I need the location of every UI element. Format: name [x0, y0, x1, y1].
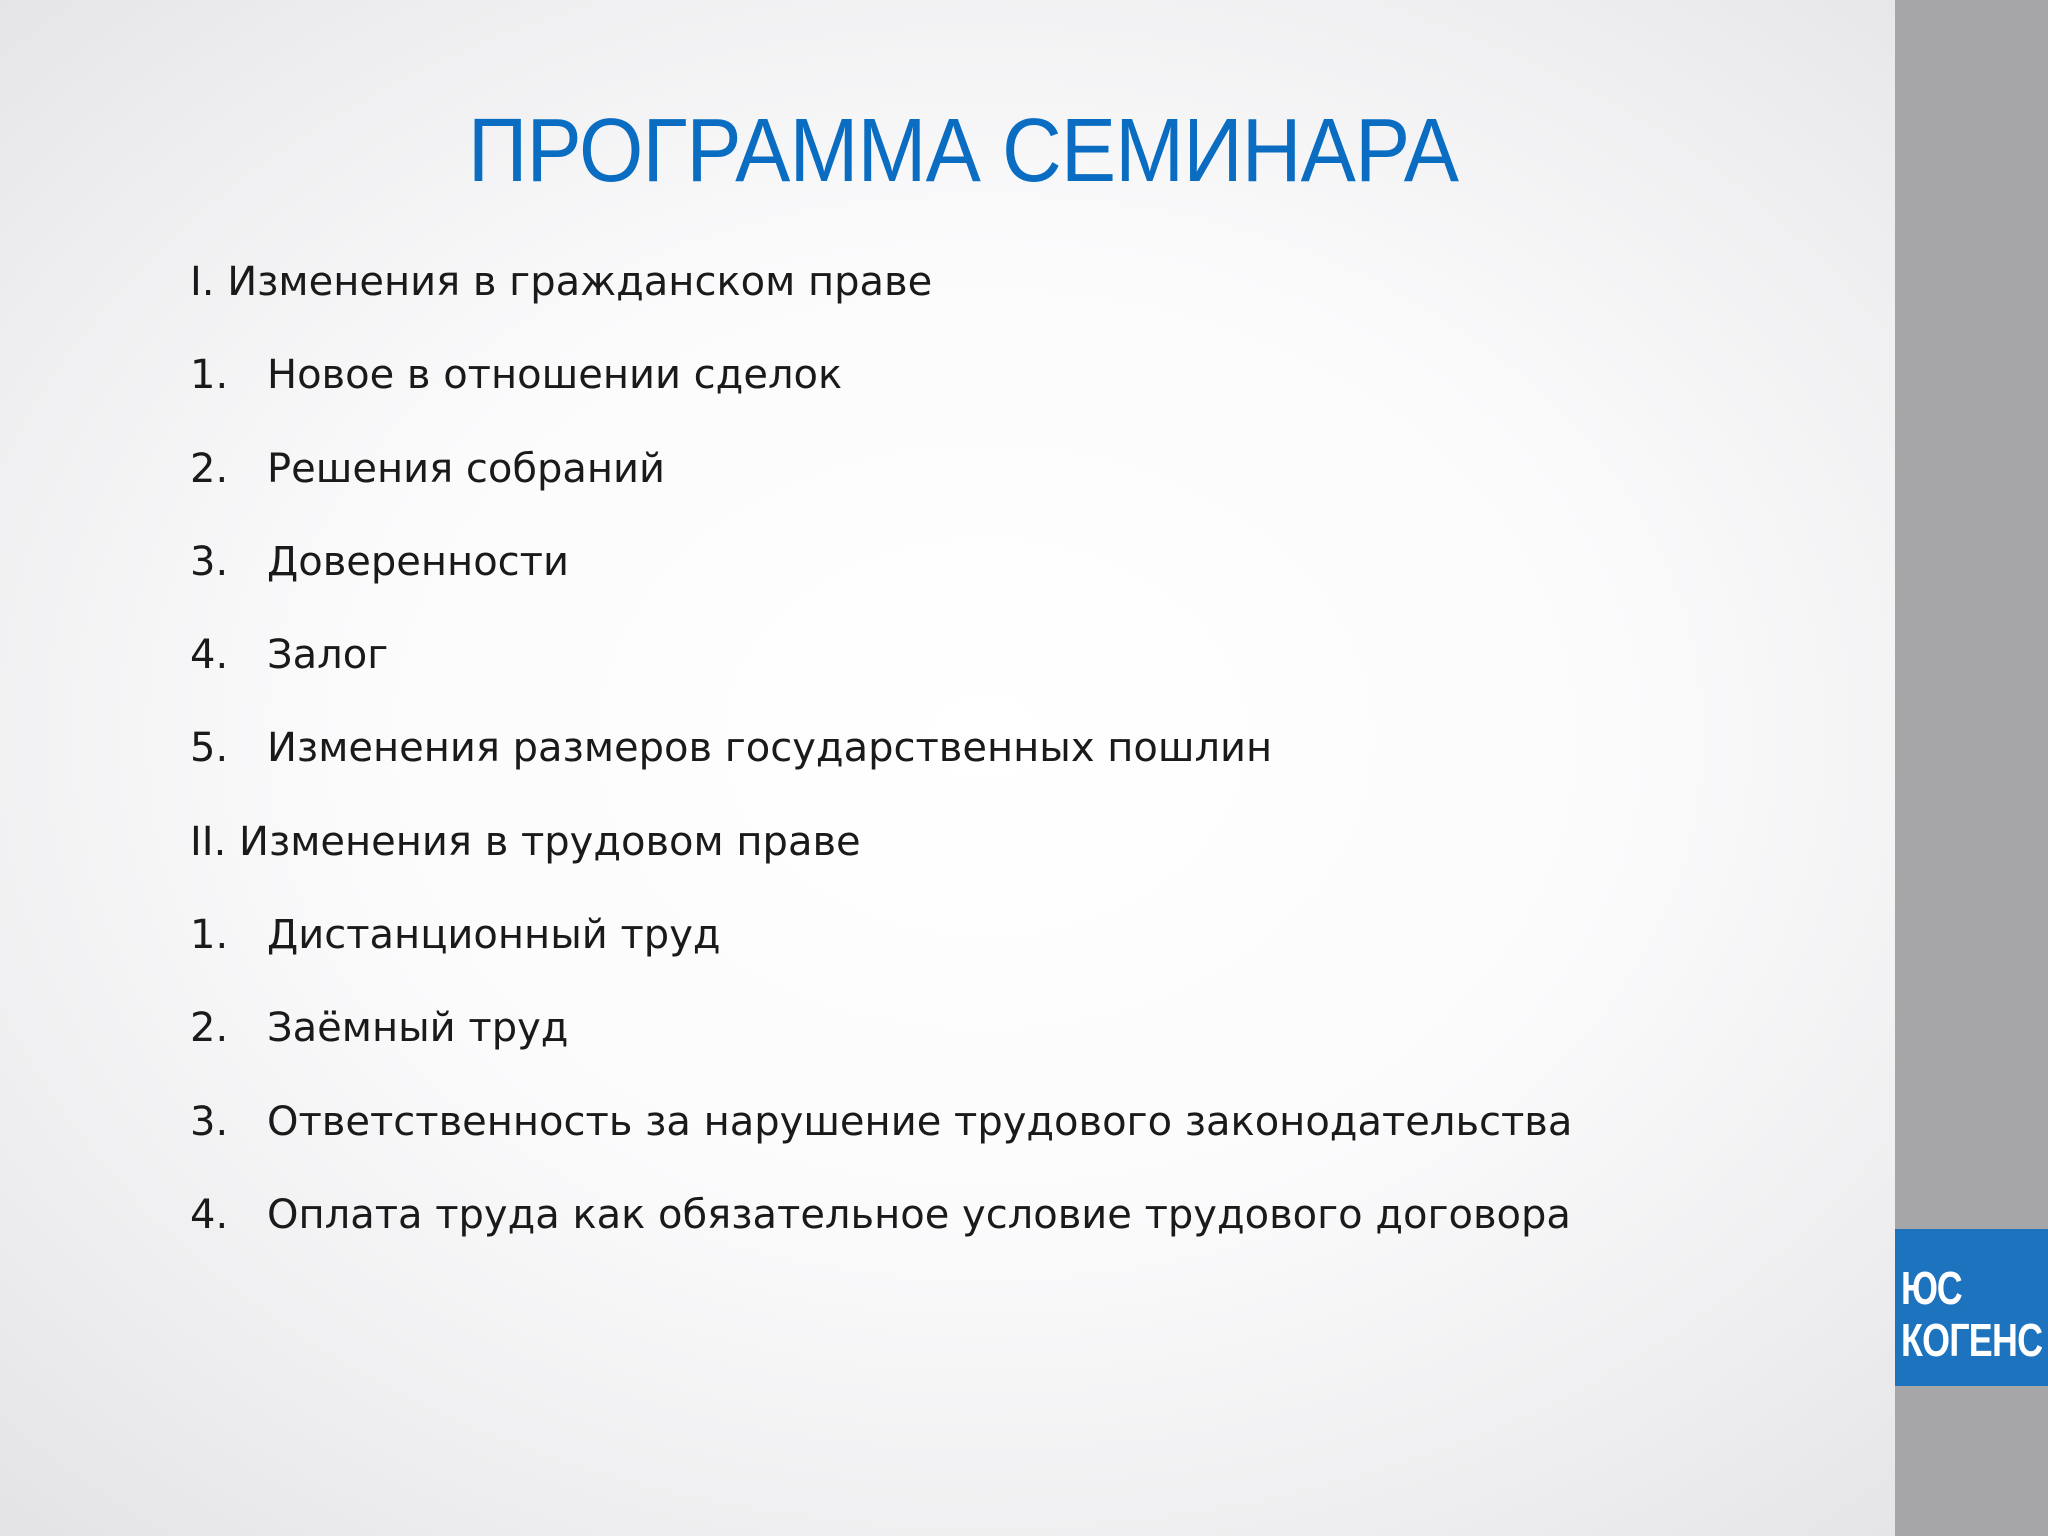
section-heading-label: I. Изменения в гражданском праве: [190, 259, 933, 305]
section-heading-label: II. Изменения в трудовом праве: [190, 818, 861, 865]
company-logo: [1895, 1229, 2048, 1386]
agenda-list: [190, 252, 1572, 1278]
slide-title: ПРОГРАММА СЕМИНАРА: [467, 101, 1459, 201]
item-text: Изменения размеров государственных пошлин: [267, 725, 1273, 772]
item-number: 2.: [190, 1005, 229, 1052]
item-text: Залог: [267, 632, 389, 679]
item-text: Доверенности: [267, 538, 569, 585]
item-number: 3.: [190, 538, 229, 585]
item-number: 1.: [190, 912, 229, 959]
item-number: 2.: [190, 445, 229, 492]
agenda-item: [190, 1092, 1572, 1185]
item-text: Решения собраний: [267, 445, 666, 492]
item-text: Заёмный труд: [267, 1005, 569, 1052]
agenda-item: [190, 439, 1572, 532]
item-text: Новое в отношении сделок: [267, 352, 843, 399]
logo-line-2: КОГЕНС: [1901, 1314, 2043, 1366]
item-number: 4.: [190, 632, 229, 679]
item-text: Дистанционный труд: [267, 912, 721, 959]
item-number: 3.: [190, 1098, 229, 1145]
item-number: 5.: [190, 725, 229, 772]
agenda-item: [190, 1185, 1572, 1278]
section-heading-labor-law: [190, 812, 1572, 905]
item-number: 4.: [190, 1191, 229, 1238]
agenda-item: [190, 345, 1572, 438]
agenda-item: [190, 998, 1572, 1091]
agenda-item: [190, 905, 1572, 998]
item-text: Ответственность за нарушение трудового законодательства: [267, 1098, 1573, 1145]
agenda-item: [190, 718, 1572, 811]
item-text: Оплата труда как обязательное условие трудового договора: [267, 1191, 1571, 1238]
agenda-item: [190, 532, 1572, 625]
item-number: 1.: [190, 352, 229, 399]
section-heading-civil-law: [190, 252, 1572, 345]
logo-line-1: ЮС: [1901, 1262, 1962, 1314]
agenda-item: [190, 625, 1572, 718]
